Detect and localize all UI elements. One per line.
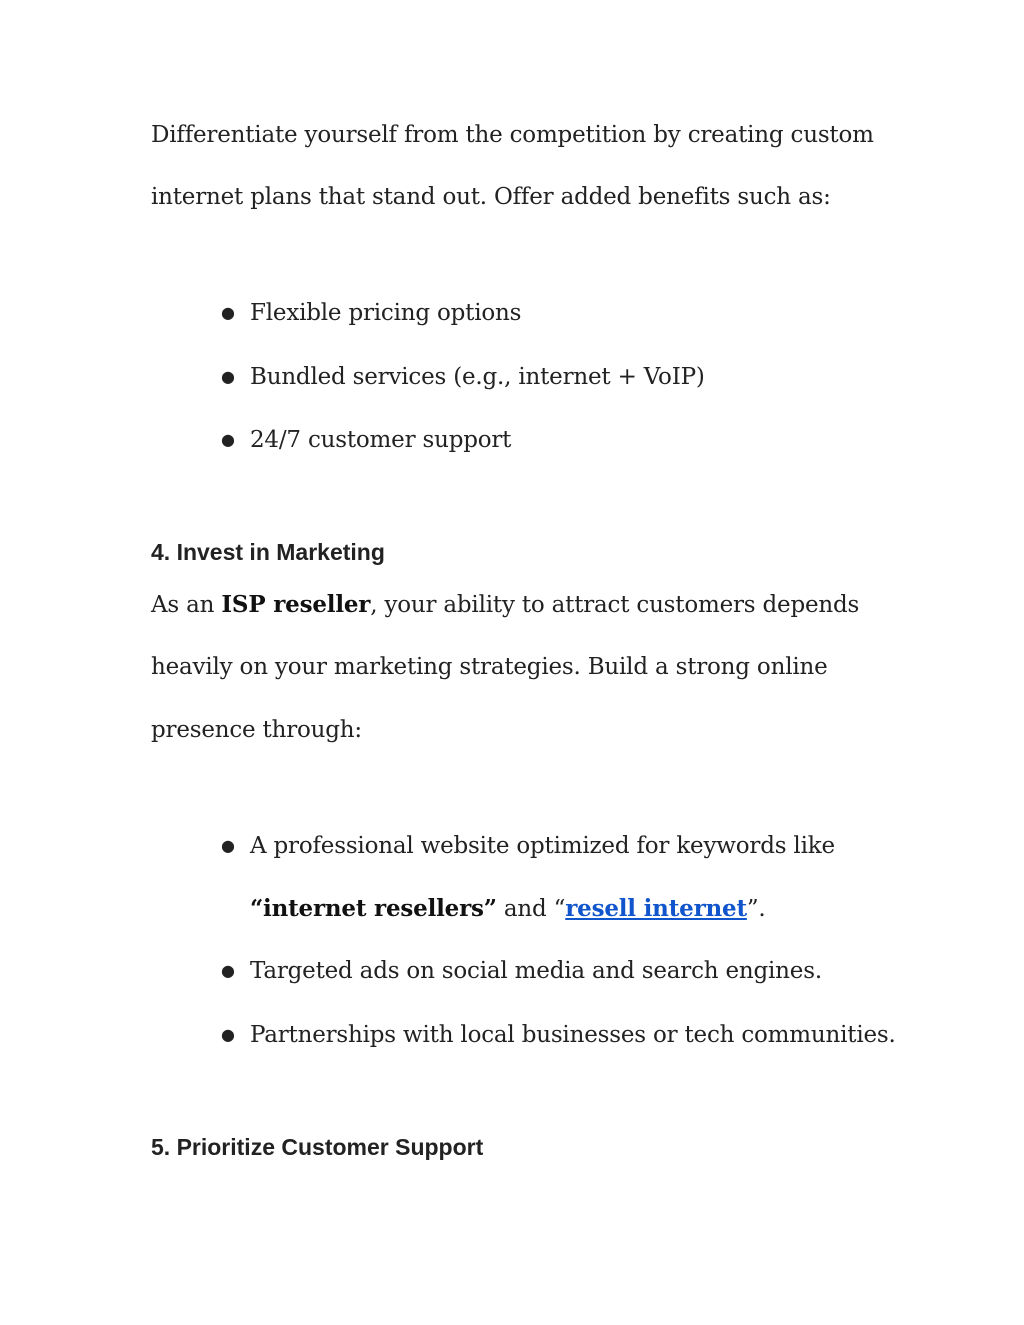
list-item: Bundled services (e.g., internet + VoIP) [250,364,705,390]
bullet-icon: ● [221,1025,235,1044]
section4-para-line-3: presence through: [151,717,362,743]
bullet-icon: ● [221,303,235,322]
list-item: Targeted ads on social media and search engines. [250,958,822,984]
intro-line-1: Differentiate yourself from the competition by creating custom [151,122,874,148]
keyword-internet-resellers: internet resellers [263,895,484,922]
end-text: ”. [746,896,766,922]
list-item: 24/7 customer support [250,427,512,453]
close-quote: ” [483,895,497,922]
list-item-line-2 [250,894,766,924]
list-item-line-1: A professional website optimized for keywords like [250,833,835,859]
open-quote: “ [250,895,264,922]
para-suffix: , your ability to attract customers depends [370,592,860,618]
para-prefix: As an [151,592,222,618]
list-item: Partnerships with local businesses or tech communities. [250,1022,896,1048]
bullet-icon: ● [221,367,235,386]
bullet-icon: ● [221,961,235,980]
list-item: Flexible pricing options [250,300,522,326]
section4-para-line-1 [151,590,859,620]
section-heading-4: 4. Invest in Marketing [151,539,385,565]
resell-internet-link[interactable]: resell internet [565,895,747,922]
keyword-isp-reseller: ISP reseller [221,591,371,618]
section4-para-line-2: heavily on your marketing strategies. Build a strong online [151,654,828,680]
and-text: and “ [496,896,566,922]
bullet-icon: ● [221,430,235,449]
section-heading-5: 5. Prioritize Customer Support [151,1134,484,1160]
bullet-icon: ● [221,836,235,855]
intro-line-2: internet plans that stand out. Offer added benefits such as: [151,184,831,210]
